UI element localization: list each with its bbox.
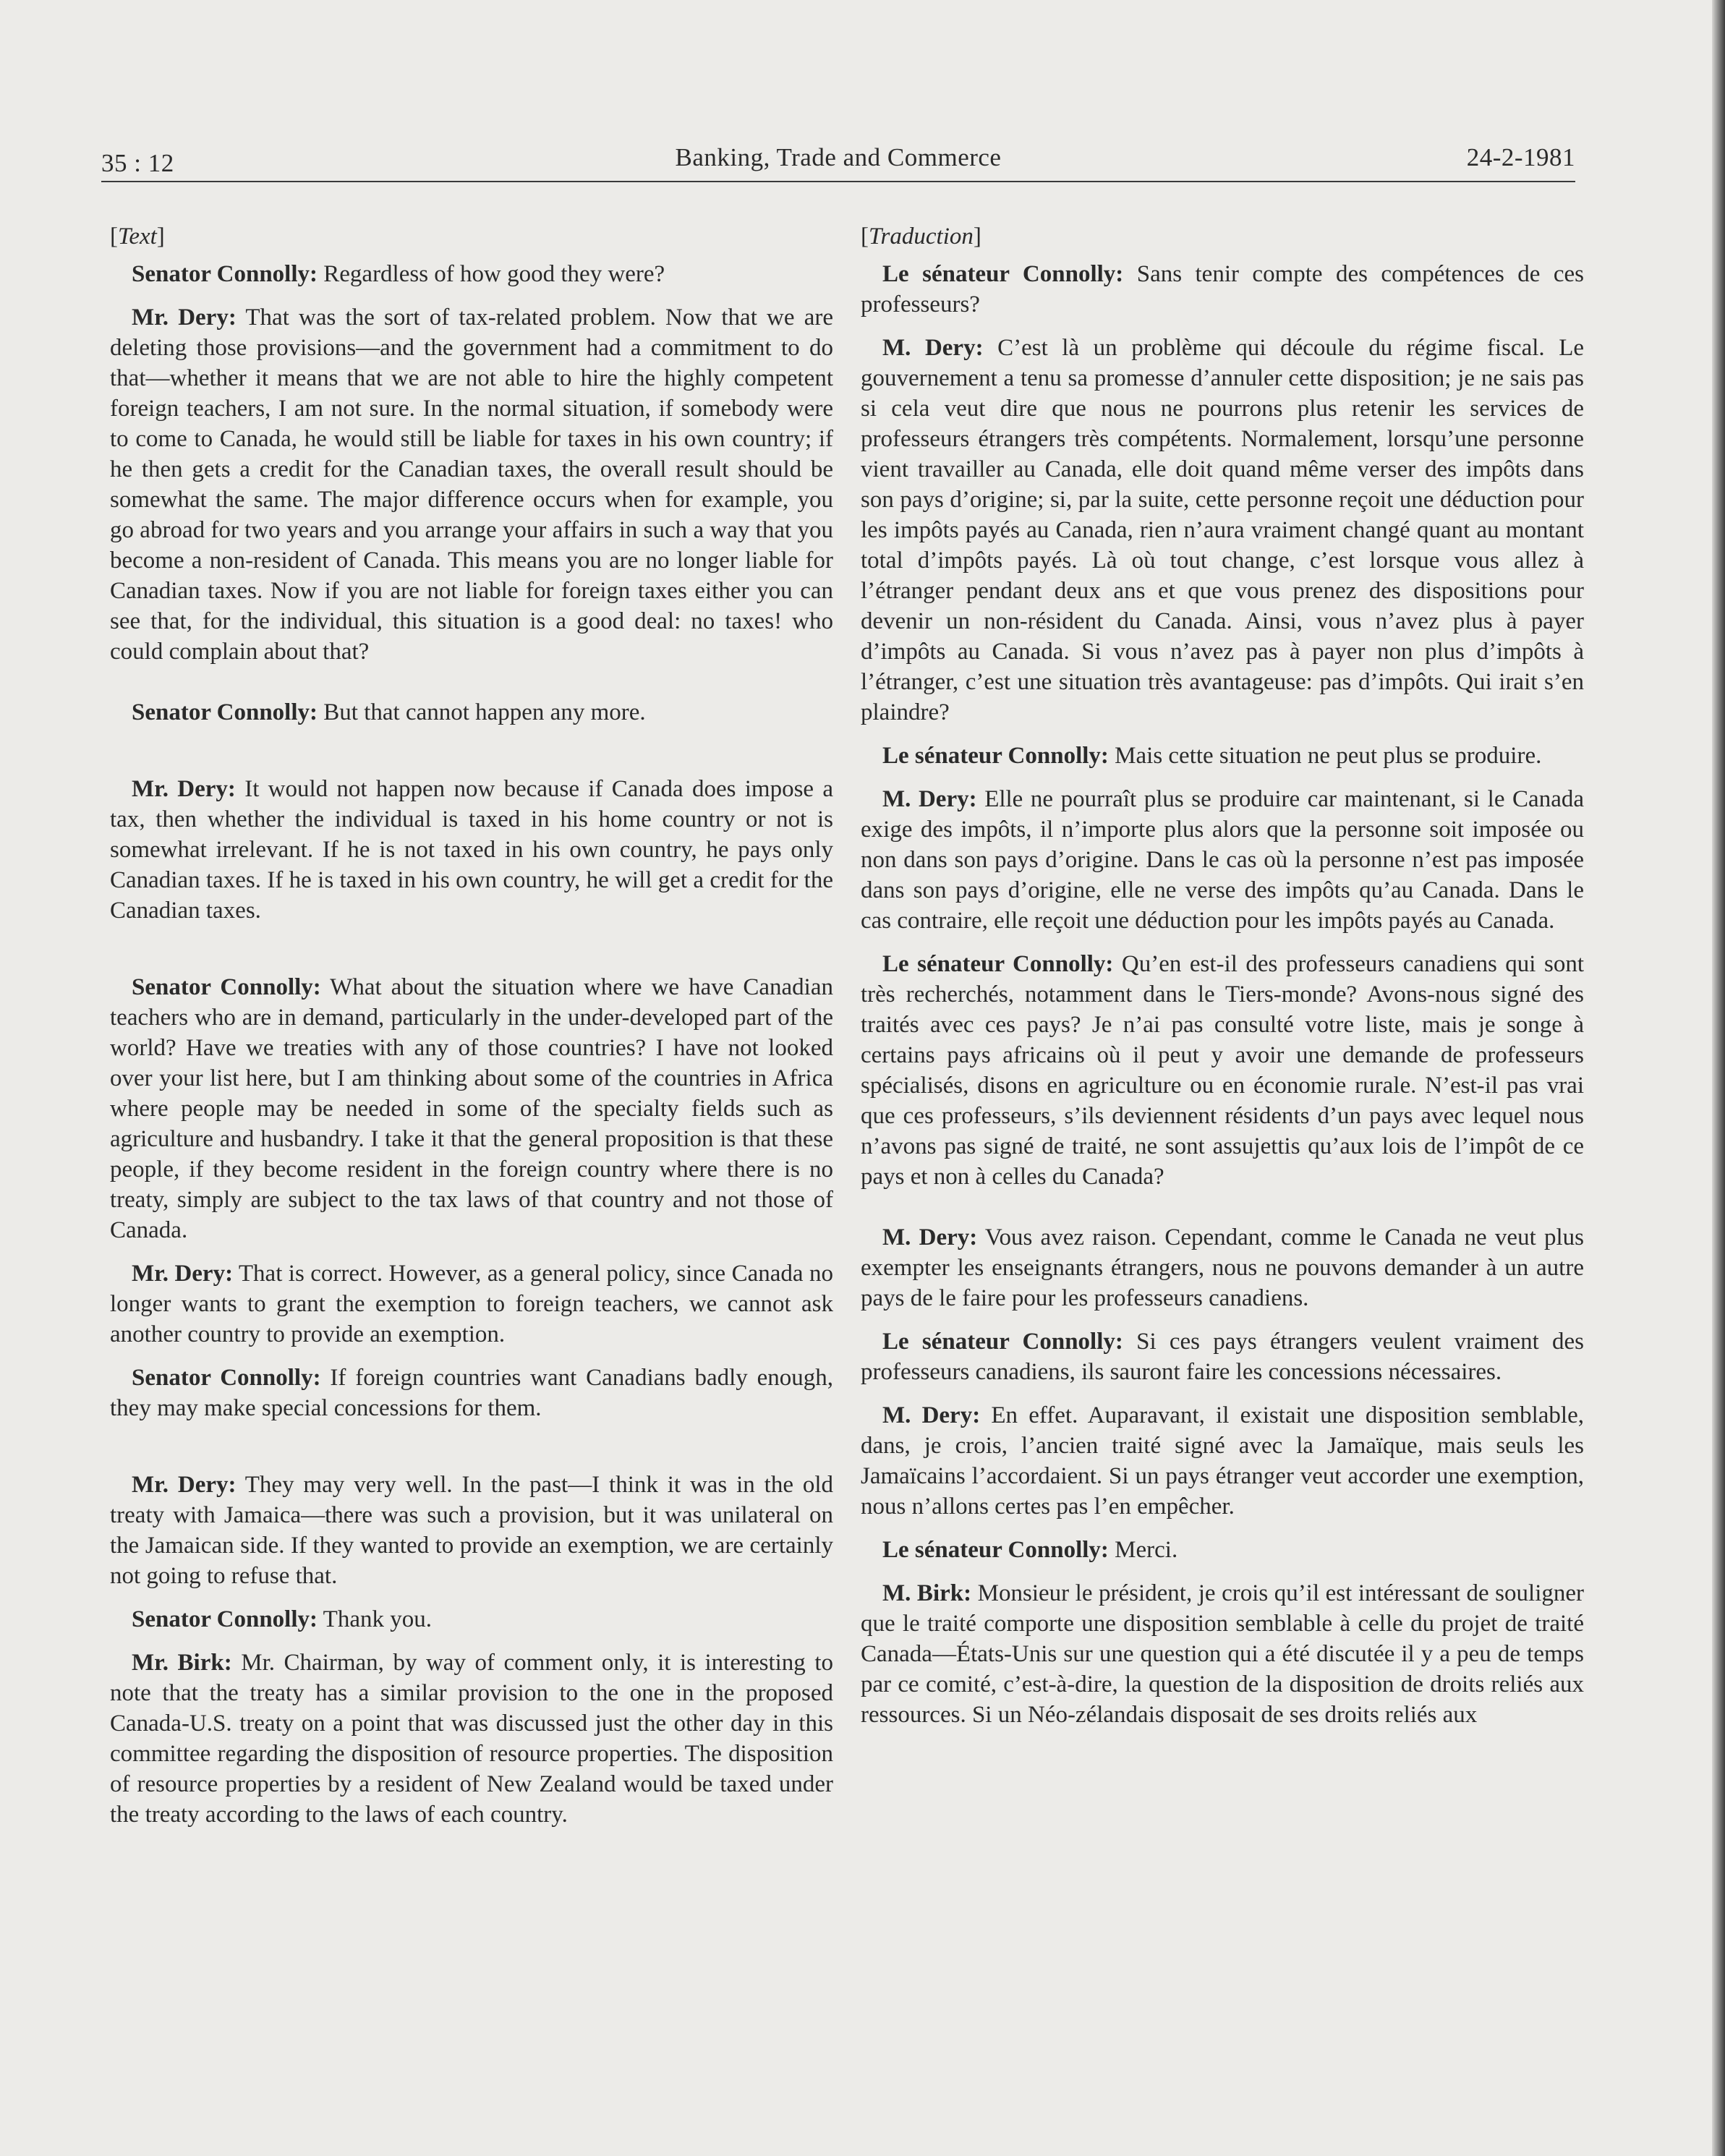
paragraph: M. Dery: C’est là un problème qui découle du régime fiscal. Le gouvernement a tenu sa promesse d’annuler cette disposition; je ne sais pas si cela veut dire que nous ne pourrons plus retenir les services de professeurs étrangers très compétents. Normalement, lorsqu’une personne vient travailler au Canada, elle doit quand même verser des impôts dans son pays d’origine; si, par la suite, cette personne reçoit une déduction pour les impôts payés au Canada, rien n’aura vraiment changé quant au montant total d’impôts payés. Là où tout change, c’est lorsque vous allez à l’étranger pendant deux ans et que vous prenez des dispositions pour devenir un non-résident du Canada. Ainsi, vous n’avez plus à payer d’impôts au Canada. Si vous n’avez pas à payer non plus d’impôts à l’étranger, c’est une situation très avantageuse: pas d’impôts. Qui irait s’en plaindre? bbox=[861, 335, 1584, 725]
paragraph: Le sénateur Connolly: Merci. bbox=[882, 1537, 1178, 1563]
page-title: Banking, Trade and Commerce bbox=[675, 143, 1002, 171]
paragraph: Le sénateur Connolly: Mais cette situation ne peut plus se produire. bbox=[882, 743, 1542, 769]
paragraph: Senator Connolly: What about the situation where we have Canadian teachers who are in demand, particularly in the under-developed part of the world? Have we treaties with any of those countries? I have not looked over your list here, but I am thinking about some of the countries in Africa where people may be needed in some of the specialty fields such as agriculture and husbandry. I take it that the general proposition is that these people, if they become resident in the foreign country where there is no treaty, simply are subject to the tax laws of that country and not those of Canada. bbox=[110, 974, 833, 1243]
section-tag: [Traduction] bbox=[861, 223, 981, 250]
page-number: 35 : 12 bbox=[101, 149, 174, 177]
paragraph: Le sénateur Connolly: Qu’en est-il des professeurs canadiens qui sont très recherchés, notamment dans le Tiers-monde? Avons-nous signé des traités avec ces pays? Je n’ai pas consulté votre liste, mais je songe à certains pays africains où il peut y avoir une demande de professeurs spécialisés, disons en agriculture ou en économie rurale. N’est-il pas vrai que ces professeurs, s’ils deviennent résidents d’un pays avec lequel nous n’avons pas signé de traité, ne sont assujettis qu’aux lois de l’impôt de ce pays et non à celles du Canada? bbox=[861, 951, 1584, 1190]
paragraph: Mr. Dery: They may very well. In the past—I think it was in the old treaty with Jamaica—there was such a provision, but it was unilateral on the Jamaican side. If they wanted to provide an exemption, we are certainly not going to refuse that. bbox=[110, 1472, 833, 1589]
paragraph: Mr. Dery: It would not happen now because if Canada does impose a tax, then whether the individual is taxed in his home country or not is somewhat irrelevant. If he is not taxed in his own country, he pays only Canadian taxes. If he is taxed in his own country, he will get a credit for the Canadian taxes. bbox=[110, 776, 833, 924]
paragraph: Le sénateur Connolly: Sans tenir compte des compétences de ces professeurs? bbox=[861, 261, 1585, 318]
paragraph: M. Birk: Monsieur le président, je crois qu’il est intéressant de souligner que le traité comporte une disposition semblable à celle du projet de traité Canada—États-Unis sur une question qui a été discutée il y a peu de temps par ce comité, c’est-à-dire, la question de la disposition de droits reliés aux ressources. Si un Néo-zélandais disposait de ses droits reliés aux bbox=[861, 1580, 1584, 1728]
section-tag: [Text] bbox=[110, 223, 165, 250]
english-column bbox=[110, 208, 833, 1843]
paragraph: Senator Connolly: Thank you. bbox=[132, 1606, 432, 1632]
paragraph: Senator Connolly: Regardless of how good they were? bbox=[132, 261, 665, 287]
french-column bbox=[861, 208, 1584, 1743]
paragraph: Le sénateur Connolly: Si ces pays étrangers veulent vraiment des professeurs canadiens, ils sauront faire les concessions nécessaires. bbox=[861, 1329, 1584, 1385]
paragraph: M. Dery: Vous avez raison. Cependant, comme le Canada ne veut plus exempter les enseignants étrangers, nous ne pouvons demander à un autre pays de le faire pour les professeurs canadiens. bbox=[861, 1224, 1584, 1311]
paragraph: Senator Connolly: If foreign countries want Canadians badly enough, they may make special concessions for them. bbox=[110, 1365, 833, 1421]
paragraph: Mr. Dery: That was the sort of tax-related problem. Now that we are deleting those provisions—and the government had a commitment to do that—whether it means that we are not able to hire the highly competent foreign teachers, I am not sure. In the normal situation, if somebody were to come to Canada, he would still be liable for taxes in his own country; if he then gets a credit for the Canadian taxes, the overall result should be somewhat the same. The major difference occurs when for example, you go abroad for two years and you arrange your affairs in such a way that you become a non-resident of Canada. This means you are no longer liable for Canadian taxes. Now if you are not liable for foreign taxes either you can see that, for the individual, this situation is a good deal: no taxes! who could complain about that? bbox=[110, 304, 833, 665]
paragraph: Mr. Dery: That is correct. However, as a general policy, since Canada no longer wants to grant the exemption to foreign teachers, we cannot ask another country to provide an exemption. bbox=[110, 1261, 833, 1347]
page-header bbox=[101, 143, 1575, 179]
paragraph: M. Dery: Elle ne pourraît plus se produire car maintenant, si le Canada exige des impôts, il n’importe plus alors que la personne soit imposée ou non dans son pays d’origine. Dans le cas où la personne n’est pas imposée dans son pays d’origine, elle ne verse des impôts qu’au Canada. Dans le cas contraire, elle reçoit une déduction pour les impôts payés au Canada. bbox=[861, 786, 1584, 934]
paragraph: Senator Connolly: But that cannot happen any more. bbox=[132, 699, 646, 725]
paragraph: Mr. Birk: Mr. Chairman, by way of comment only, it is interesting to note that the treaty has a similar provision to the one in the proposed Canada-U.S. treaty on a point that was discussed just the other day in this committee regarding the disposition of resource properties. The disposition of resource properties by a resident of New Zealand would be taxed under the treaty according to the laws of each country. bbox=[110, 1650, 834, 1828]
header-rule bbox=[101, 181, 1575, 182]
page-edge-shadow bbox=[1712, 0, 1725, 2156]
page-date: 24-2-1981 bbox=[1466, 143, 1575, 171]
paragraph: M. Dery: En effet. Auparavant, il existait une disposition semblable, dans, je crois, l’ancien traité signé avec la Jamaïque, mais seuls les Jamaïcains l’accordaient. Si un pays étranger veut accorder une exemption, nous n’allons certes pas l’en empêcher. bbox=[861, 1402, 1584, 1520]
